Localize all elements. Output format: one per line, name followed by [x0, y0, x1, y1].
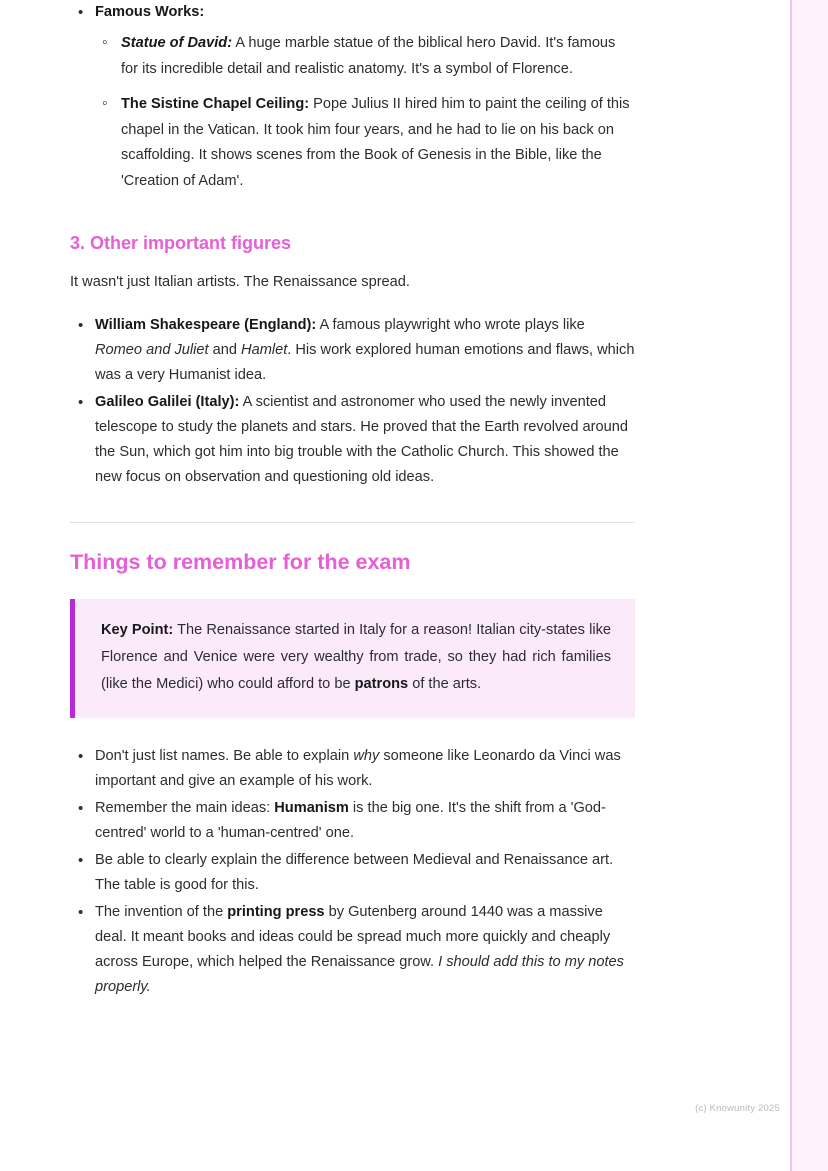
figure-text-part3: . His work explored human emotions and flaws, which was a very Humanist idea. — [95, 342, 635, 383]
tip-1-italic: why — [353, 748, 380, 764]
work-term-sistine: The Sistine Chapel Ceiling: — [121, 96, 310, 112]
exam-tips-list — [70, 744, 635, 1000]
tip-4-part2: by Gutenberg around 1440 was a massive deal. It meant books and ideas could be spread much more quickly and cheaply across Europe, which helped the Renaissance grow. — [95, 904, 611, 970]
tip-1-part2: someone like Leonardo da Vinci was important and give an example of his work. — [95, 748, 621, 789]
figure-text-part2: and — [208, 342, 242, 358]
work-title-romeo: Romeo and Juliet — [95, 342, 209, 358]
list-item — [70, 900, 635, 1000]
tip-3-text: Be able to clearly explain the difference between Medieval and Renaissance art. The table is good for this. — [95, 852, 614, 893]
list-item — [70, 0, 635, 194]
work-title-hamlet: Hamlet — [241, 342, 288, 358]
section-divider — [70, 522, 635, 523]
work-text-david: A huge marble statue of the biblical hero David. It's famous for its incredible detail and realistic anatomy. It's a symbol of Florence. — [121, 35, 616, 77]
page-edge-strip — [790, 0, 828, 1171]
figure-name-shakespeare: William Shakespeare (England): — [95, 317, 317, 333]
key-point-callout — [70, 599, 635, 718]
other-figures-list — [70, 313, 635, 490]
figure-text-part1: A famous playwright who wrote plays like — [316, 317, 585, 333]
list-item — [95, 31, 635, 82]
section-heading-exam: Things to remember for the exam — [70, 550, 411, 574]
tip-2-part1: Remember the main ideas: — [95, 800, 275, 816]
famous-works-list — [70, 0, 635, 194]
tip-4-bold: printing press — [227, 904, 325, 920]
famous-works-label: Famous Works: — [95, 4, 205, 20]
page-edge-line — [790, 0, 792, 1171]
famous-works-sublist — [95, 31, 635, 194]
list-item — [70, 313, 635, 388]
tip-4-part1: The invention of the — [95, 904, 228, 920]
key-point-text-before: The Renaissance started in Italy for a reason! Italian city-states like Florence and Venice were very wealthy from trade, so they had rich families (like the Medici) who could afford to be — [101, 622, 611, 692]
list-item — [70, 744, 635, 794]
document-body — [70, 0, 635, 1002]
key-point-text-after: of the arts. — [408, 676, 482, 692]
key-point-label: Key Point: — [101, 622, 174, 638]
list-item — [70, 796, 635, 846]
figure-text-galileo: A scientist and astronomer who used the newly invented telescope to study the planets and stars. He proved that the Earth revolved around the Sun, which got him into big trouble with the Catholic Church. This showed the new focus on observation and questioning old ideas. — [95, 394, 628, 485]
list-item — [70, 848, 635, 898]
list-item — [70, 390, 635, 490]
tip-1-part1: Don't just list names. Be able to explain — [95, 748, 354, 764]
other-figures-intro: It wasn't just Italian artists. The Renaissance spread. — [70, 274, 410, 290]
tip-2-bold: Humanism — [274, 800, 349, 816]
figure-name-galileo: Galileo Galilei (Italy): — [95, 394, 240, 410]
tip-2-part2: is the big one. It's the shift from a 'God-centred' world to a 'human-centred' one. — [95, 800, 606, 841]
tip-4-italic-tail: I should add this to my notes properly. — [95, 954, 624, 995]
work-term-david: Statue of David: — [121, 35, 233, 51]
key-point-emphasis: patrons — [354, 676, 409, 692]
work-text-sistine: Pope Julius II hired him to paint the ceiling of this chapel in the Vatican. It took him four years, and he had to lie on his back on scaffolding. It shows scenes from the Book of Genesis in the Bible, like the 'Creation of Adam'. — [121, 96, 630, 189]
footer-credit: (c) Knowunity 2025 — [695, 1103, 780, 1114]
section-heading-other-figures: 3. Other important figures — [70, 233, 292, 253]
list-item — [95, 92, 635, 194]
